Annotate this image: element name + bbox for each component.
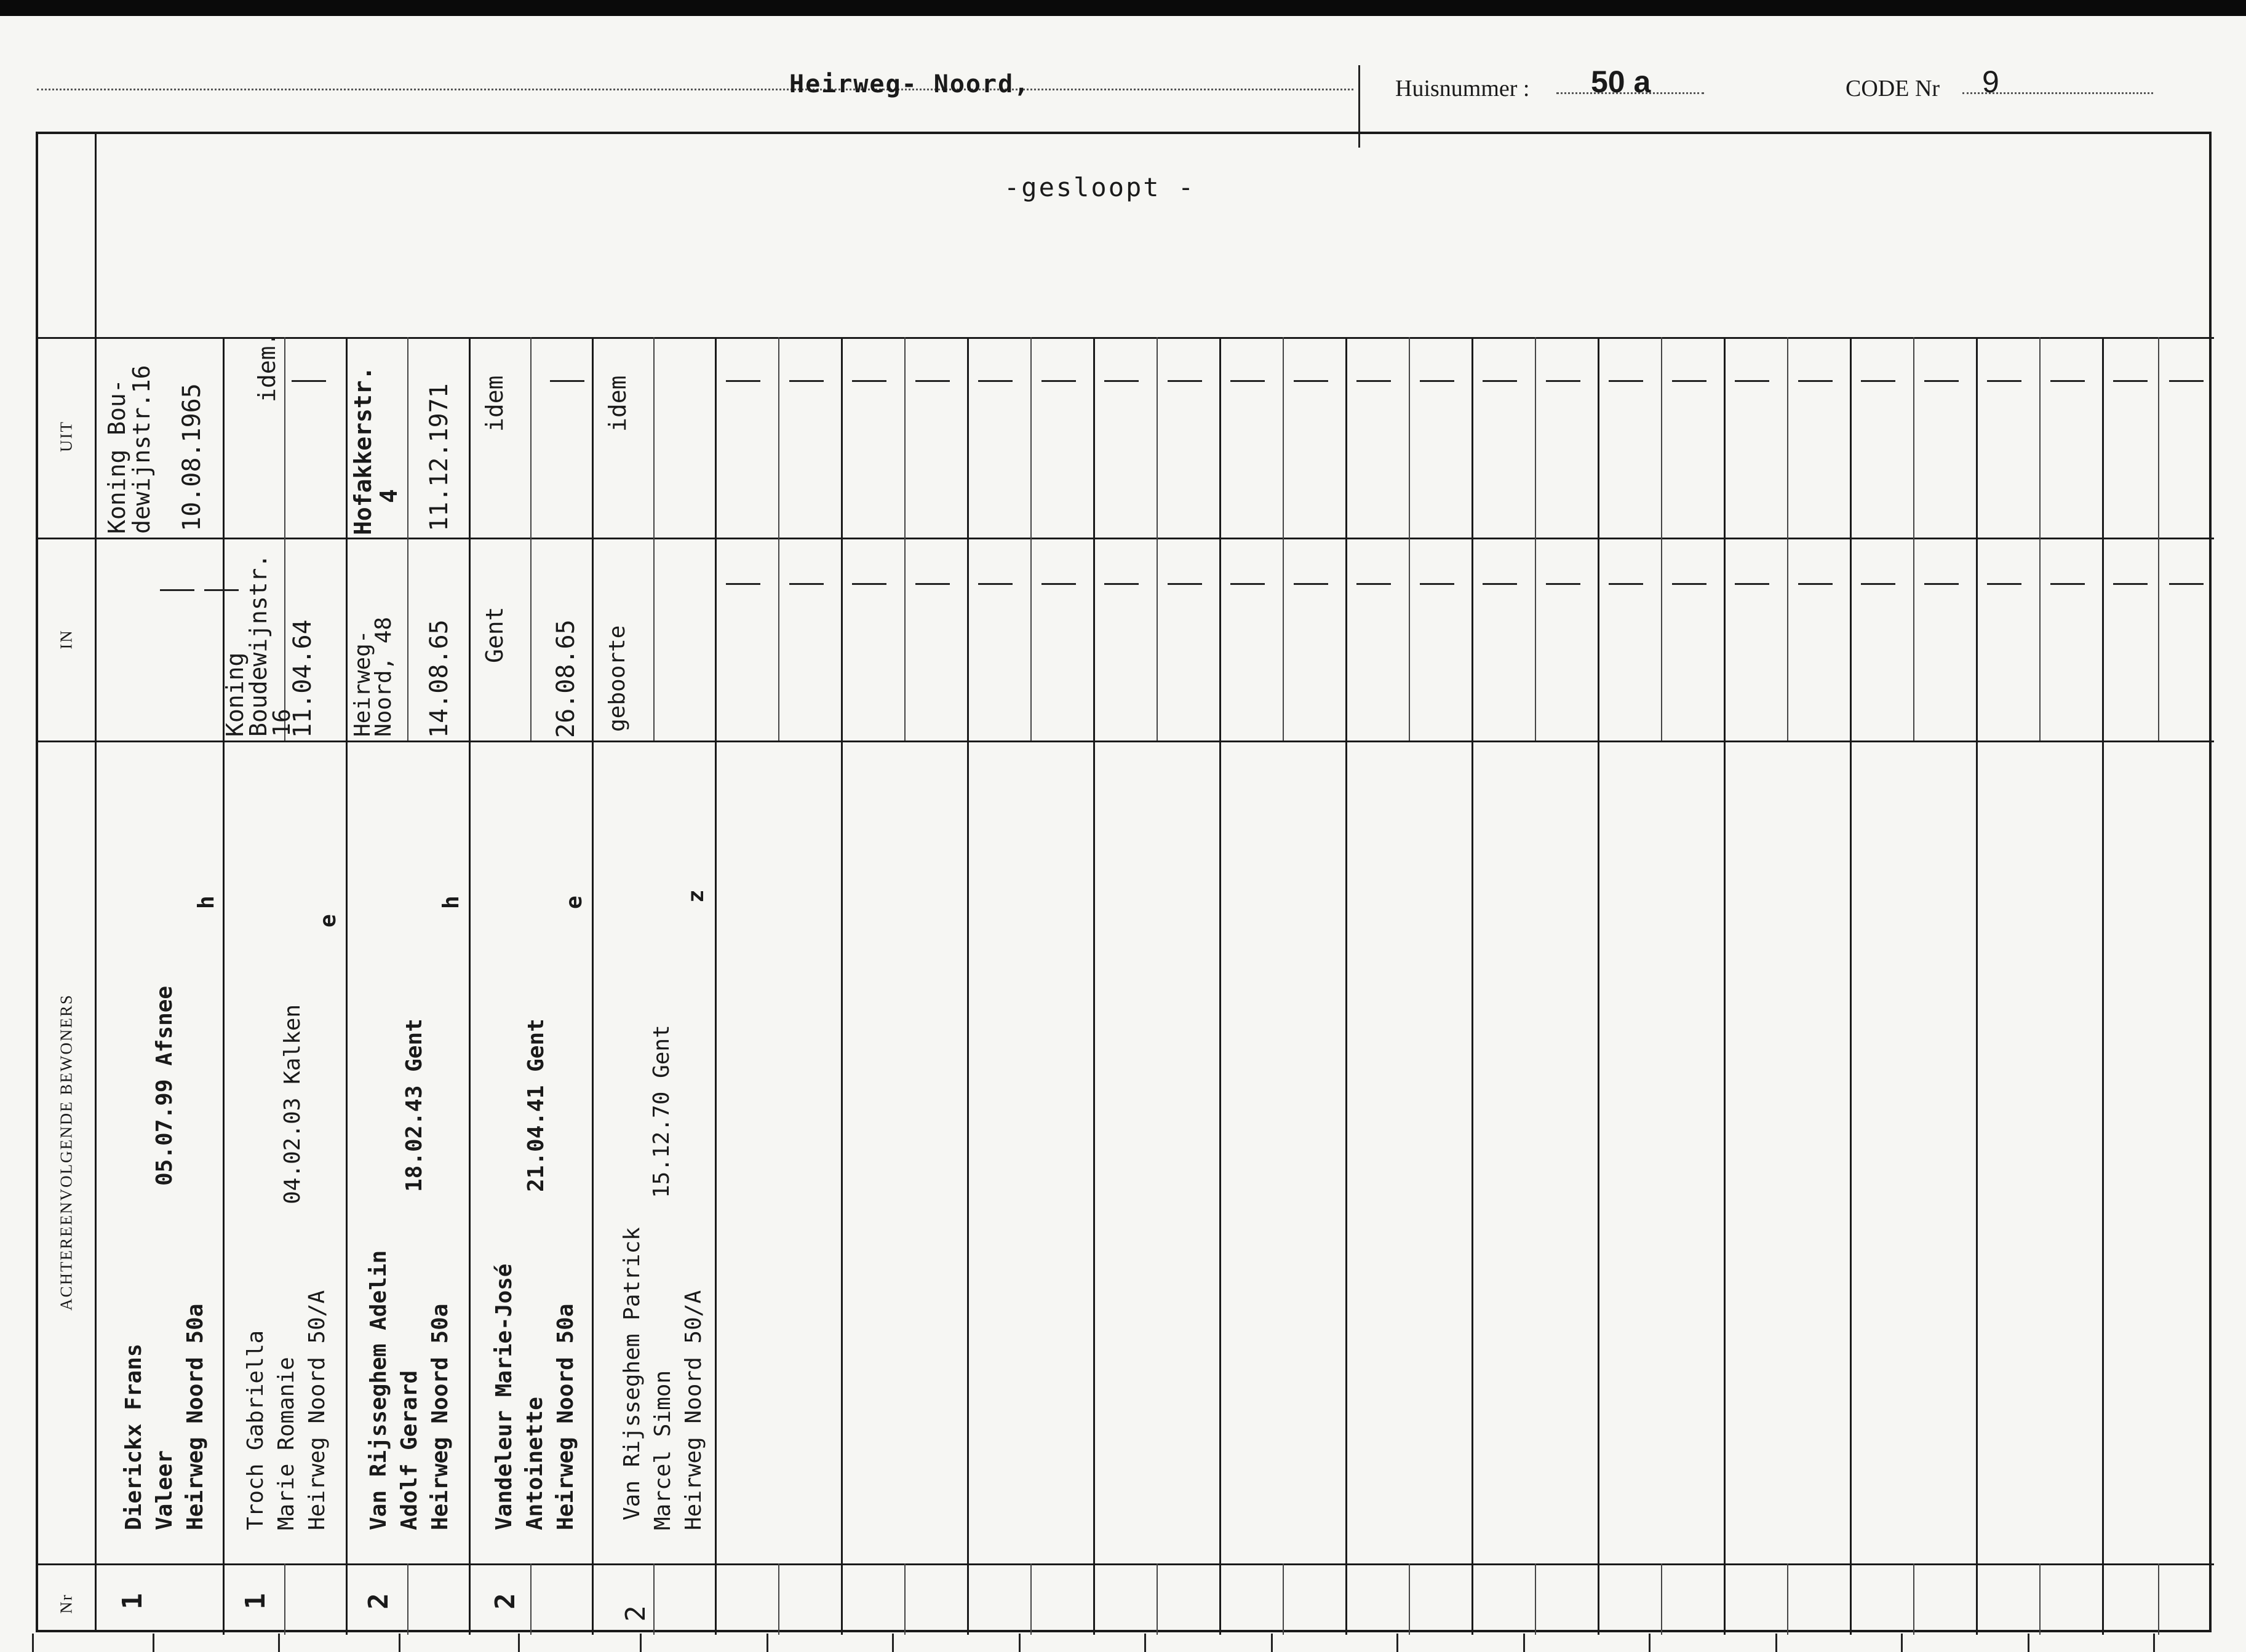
entry-3-uit-date: 11.12.1971 [425, 383, 453, 531]
uit-bottom-line [38, 538, 2214, 539]
code-label: CODE Nr [1846, 76, 1940, 101]
bottom-edge-tick [1523, 1634, 1525, 1652]
bottom-edge-tick [2153, 1634, 2155, 1652]
column-separator [1724, 337, 1726, 1635]
sub-column-separator [1157, 538, 1158, 741]
bottom-edge-tick [1775, 1634, 1777, 1652]
sub-column-separator [530, 1563, 532, 1635]
sub-column-separator [653, 337, 655, 538]
scan-top-edge [0, 0, 2246, 16]
column-separator [346, 337, 348, 1635]
column-separator [223, 337, 225, 1635]
register-card-form [36, 132, 2212, 1632]
entry-5-code: z [683, 889, 709, 903]
demolished-remark: -gesloopt - [1004, 172, 1196, 202]
uit-section-label: UIT [57, 421, 76, 452]
bottom-edge-tick [399, 1634, 400, 1652]
entry-4-uit-place: idem [481, 375, 508, 432]
sub-column-separator [2158, 538, 2159, 741]
empty-cell-dash [1735, 583, 1769, 585]
entry-2-code: e [316, 914, 341, 927]
column-separator [592, 337, 594, 1635]
empty-cell-dash [1987, 380, 2021, 382]
residents-section-label: ACHTEREENVOLGENDE BEWONERS [57, 994, 76, 1311]
empty-cell-dash [726, 583, 760, 585]
empty-cell-dash [1168, 380, 1202, 382]
empty-cell-dash [1356, 583, 1391, 585]
empty-cell-dash [1798, 380, 1833, 382]
entry-1-code: h [194, 895, 219, 909]
empty-cell-dash [1924, 583, 1959, 585]
empty-cell-dash [1861, 583, 1895, 585]
sub-column-separator [778, 538, 779, 741]
sub-column-separator [653, 538, 655, 741]
empty-cell-dash [1798, 583, 1833, 585]
entry-1-in-place-dash [160, 589, 194, 591]
sub-column-separator [653, 1563, 655, 1635]
sub-column-separator [530, 538, 532, 741]
entry-5-resident-line1: Van Rijsseghem Patrick [619, 1227, 645, 1520]
entry-1-uit-date: 10.08.1965 [178, 383, 206, 531]
entry-3-in-place-line1: Heirweg- [350, 630, 375, 737]
sub-column-separator [1030, 538, 1032, 741]
sub-column-separator [1787, 1563, 1788, 1635]
bottom-edge-tick [1271, 1634, 1273, 1652]
sub-column-separator [407, 538, 408, 741]
entry-5-uit-place: idem [604, 375, 631, 432]
sub-column-separator [1409, 538, 1410, 741]
sub-column-separator [407, 1563, 408, 1635]
entry-1-resident-line3: Heirweg Noord 50a [183, 1303, 208, 1530]
empty-cell-dash [1546, 583, 1580, 585]
empty-cell-dash [1294, 583, 1328, 585]
sub-column-separator [904, 337, 906, 538]
entry-4-in-date: 26.08.65 [552, 619, 580, 738]
entry-5-resident-line2: Marcel Simon [650, 1370, 675, 1530]
empty-cell-dash [789, 380, 824, 382]
column-separator [1598, 337, 1599, 1635]
entry-1-nr: 1 [116, 1593, 148, 1610]
entry-3-nr: 2 [362, 1593, 394, 1610]
sub-column-separator [407, 337, 408, 538]
sub-column-separator [1913, 1563, 1914, 1635]
sub-column-separator [1409, 1563, 1410, 1635]
entry-3-resident-line1: Van Rijsseghem Adelin [366, 1250, 391, 1530]
entry-4-resident-line3: Heirweg Noord 50a [553, 1303, 578, 1530]
entry-3-birth: 18.02.43 Gent [402, 1019, 427, 1192]
card-header [0, 16, 2246, 133]
empty-cell-dash [2113, 380, 2148, 382]
bottom-edge-tick [640, 1634, 642, 1652]
column-separator [715, 337, 717, 1635]
empty-cell-dash [1609, 380, 1643, 382]
empty-cell-dash [1924, 380, 1959, 382]
entry-5-resident-line3: Heirweg Noord 50/A [681, 1290, 706, 1530]
entry-4-resident-line1: Vandeleur Marie-José [492, 1263, 517, 1530]
sub-column-separator [1661, 538, 1662, 741]
bottom-edge-tick [2028, 1634, 2029, 1652]
column-separator [1976, 337, 1978, 1635]
column-separator [469, 337, 471, 1635]
empty-cell-dash [1041, 583, 1076, 585]
entry-4-birth: 21.04.41 Gent [524, 1019, 549, 1192]
entry-5-birth: 15.12.70 Gent [649, 1025, 674, 1198]
bottom-edge-tick [153, 1634, 154, 1652]
entry-4-nr: 2 [489, 1593, 521, 1610]
empty-cell-dash [1104, 583, 1139, 585]
street-dotted-line [37, 89, 1353, 90]
empty-cell-dash [1230, 583, 1265, 585]
entry-2-in-place-line1: Koning [221, 652, 249, 737]
sub-column-separator [1157, 1563, 1158, 1635]
entry-1-resident-line2: Valeer [152, 1450, 177, 1530]
empty-cell-dash [852, 583, 886, 585]
entry-2-in-date: 11.04.64 [289, 619, 317, 738]
bottom-edge-tick [32, 1634, 34, 1652]
empty-cell-dash [1546, 380, 1580, 382]
sub-column-separator [2158, 1563, 2159, 1635]
sub-column-separator [1535, 538, 1536, 741]
empty-cell-dash [915, 583, 950, 585]
empty-cell-dash [726, 380, 760, 382]
residents-bottom-line [38, 1563, 2214, 1565]
sub-column-separator [1409, 337, 1410, 538]
sub-column-separator [904, 538, 906, 741]
bottom-edge-tick [767, 1634, 768, 1652]
sub-column-separator [2039, 1563, 2041, 1635]
empty-cell-dash [978, 380, 1013, 382]
empty-cell-dash [1483, 380, 1517, 382]
bottom-edge-tick [1649, 1634, 1651, 1652]
entry-3-in-date: 14.08.65 [425, 619, 453, 738]
empty-cell-dash [1420, 380, 1454, 382]
column-separator [2102, 337, 2104, 1635]
sub-column-separator [1913, 538, 1914, 741]
entry-2-birth: 04.02.03 Kalken [280, 1004, 305, 1204]
column-separator [967, 337, 969, 1635]
empty-cell-dash [1609, 583, 1643, 585]
sub-column-separator [1030, 1563, 1032, 1635]
house-number-label: Huisnummer : [1395, 76, 1530, 101]
sub-column-separator [1157, 337, 1158, 538]
empty-cell-dash [1672, 380, 1706, 382]
empty-cell-dash [915, 380, 950, 382]
sub-column-separator [1283, 337, 1284, 538]
column-separator [1219, 337, 1221, 1635]
entry-2-nr: 1 [239, 1593, 271, 1610]
sub-column-separator [904, 1563, 906, 1635]
entry-4-uit-date-dash [550, 380, 584, 382]
sub-column-separator [2158, 337, 2159, 538]
sub-column-separator [1787, 538, 1788, 741]
empty-cell-dash [1672, 583, 1706, 585]
empty-cell-dash [978, 583, 1013, 585]
empty-cell-dash [789, 583, 824, 585]
in-section-label: IN [57, 629, 76, 649]
empty-cell-dash [2169, 583, 2204, 585]
remark-bottom-line [38, 337, 2214, 339]
card-bottom-edge [0, 1634, 2246, 1652]
empty-cell-dash [1420, 583, 1454, 585]
bottom-edge-tick [518, 1634, 520, 1652]
empty-cell-dash [2113, 583, 2148, 585]
empty-cell-dash [2169, 380, 2204, 382]
empty-cell-dash [1987, 583, 2021, 585]
bottom-edge-tick [1144, 1634, 1146, 1652]
sub-column-separator [1913, 337, 1914, 538]
entry-3-in-place-line2: Noord, 48 [371, 616, 396, 737]
empty-cell-dash [1735, 380, 1769, 382]
bottom-edge-tick [278, 1634, 280, 1652]
entry-1-uit-place-line1: Koning Bou- [103, 379, 130, 534]
empty-cell-dash [1041, 380, 1076, 382]
entry-2-resident-line2: Marie Romanie [274, 1357, 299, 1530]
column-separator [1471, 337, 1473, 1635]
entry-3-resident-line3: Heirweg Noord 50a [428, 1303, 453, 1530]
empty-cell-dash [1230, 380, 1265, 382]
sub-column-separator [1787, 337, 1788, 538]
sub-column-separator [1535, 337, 1536, 538]
bottom-edge-tick [1901, 1634, 1903, 1652]
empty-cell-dash [1294, 380, 1328, 382]
entry-3-resident-line2: Adolf Gerard [397, 1370, 422, 1530]
entry-1-birth: 05.07.99 Afsnee [152, 985, 177, 1186]
sub-column-separator [778, 1563, 779, 1635]
empty-cell-dash [1356, 380, 1391, 382]
empty-cell-dash [2050, 583, 2085, 585]
entry-2-uit-date-dash [292, 380, 326, 382]
sub-column-separator [1283, 1563, 1284, 1635]
entry-2-resident-line3: Heirweg Noord 50/A [305, 1290, 330, 1530]
sub-column-separator [530, 337, 532, 538]
sub-column-separator [2039, 538, 2041, 741]
entry-1-in-dash [204, 589, 239, 591]
entry-3-code: h [439, 895, 464, 909]
column-separator [1093, 337, 1095, 1635]
entry-4-code: e [562, 895, 587, 909]
column-separator [1345, 337, 1347, 1635]
sub-column-separator [778, 337, 779, 538]
bottom-edge-tick [1396, 1634, 1398, 1652]
empty-cell-dash [2050, 380, 2085, 382]
entry-2-resident-line1: Troch Gabriella [243, 1330, 268, 1530]
sub-column-separator [2039, 337, 2041, 538]
sub-column-separator [1283, 538, 1284, 741]
empty-cell-dash [1483, 583, 1517, 585]
empty-cell-dash [1861, 380, 1895, 382]
column-separator [841, 337, 843, 1635]
sub-column-separator [284, 337, 285, 538]
sub-column-separator [1661, 1563, 1662, 1635]
nr-section-label: Nr [57, 1594, 76, 1614]
empty-cell-dash [1104, 380, 1139, 382]
sub-column-separator [1030, 337, 1032, 538]
sub-column-separator [1535, 1563, 1536, 1635]
house-number-value: 50 a [1591, 65, 1651, 99]
empty-cell-dash [1168, 583, 1202, 585]
bottom-edge-tick [892, 1634, 894, 1652]
code-value: 9 [1982, 65, 1999, 99]
sub-column-separator [1661, 337, 1662, 538]
bottom-edge-tick [1019, 1634, 1021, 1652]
entry-5-in-place: geboorte [605, 625, 630, 732]
in-bottom-line [38, 741, 2214, 742]
sub-column-separator [284, 1563, 285, 1635]
empty-cell-dash [852, 380, 886, 382]
entry-1-resident-line1: Dierickx Frans [121, 1343, 146, 1530]
entry-2-in-place-line3: 16 [268, 709, 295, 737]
street-name: Heirweg- Noord, [789, 70, 1030, 98]
entry-1-uit-place-line2: dewijnstr.16 [128, 365, 155, 534]
entry-4-resident-line2: Antoinette [522, 1397, 548, 1530]
entry-4-in-place: Gent [481, 606, 508, 663]
section-label-column [38, 134, 97, 1630]
entry-2-uit-place: idem. [253, 332, 281, 402]
entry-3-uit-place-line2: 4 [375, 489, 402, 503]
entry-3-uit-place-line1: Hofakkerstr. [349, 366, 376, 535]
entry-2-in-place-line2: Boudewijnstr. [245, 554, 272, 737]
column-separator [1850, 337, 1852, 1635]
entry-5-nr: 2 [619, 1605, 651, 1622]
